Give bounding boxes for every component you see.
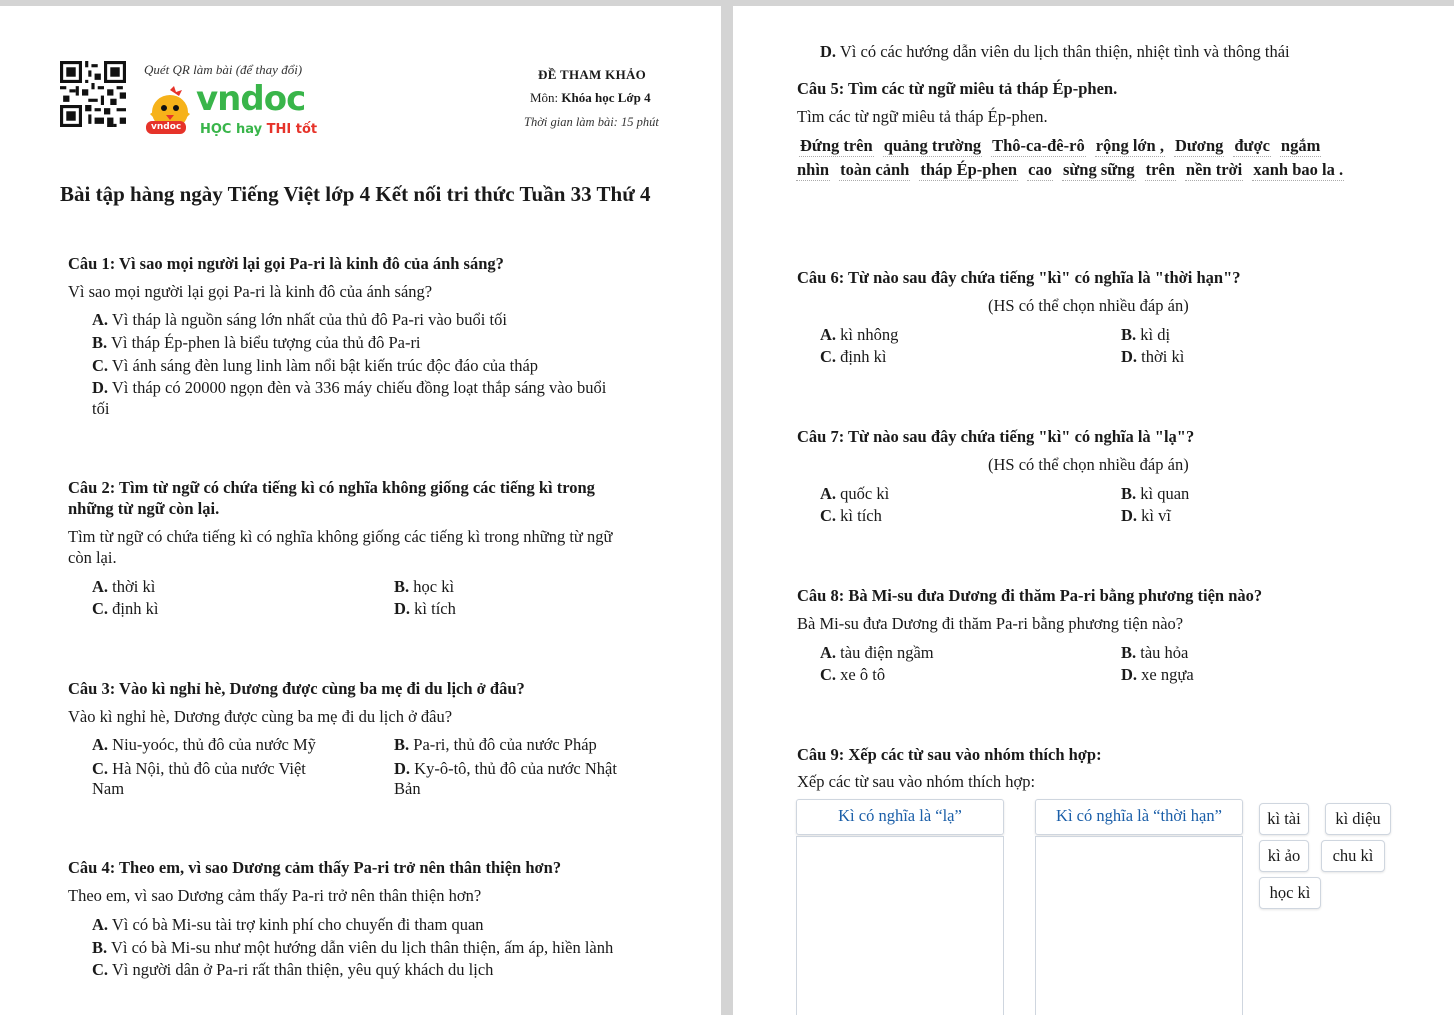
q8-option-d[interactable]: D. xe ngựa — [1121, 665, 1194, 684]
q3-option-a[interactable]: A. Niu-yoóc, thủ đô của nước Mỹ — [92, 735, 316, 754]
q3-option-c-cont: Nam — [92, 779, 125, 798]
word-chip[interactable]: chu kì — [1321, 840, 1385, 872]
page-left — [0, 6, 721, 1015]
q8-text: Bà Mi-su đưa Dương đi thăm Pa-ri bằng phương tiện nào? — [797, 614, 1184, 633]
subject-line — [530, 90, 651, 106]
q1-option-a[interactable]: A. Vì tháp là nguồn sáng lớn nhất của thủ đô Pa-ri vào buổi tối — [92, 310, 507, 329]
q6-option-c[interactable]: C. định kì — [820, 347, 887, 366]
q5-word-line-1 — [799, 135, 1330, 157]
page-title: Bài tập hàng ngày Tiếng Việt lớp 4 Kết nối tri thức Tuần 33 Thứ 4 — [60, 182, 651, 206]
q7-option-d[interactable]: D. kì vĩ — [1121, 506, 1171, 525]
q6-option-d[interactable]: D. thời kì — [1121, 347, 1185, 366]
subject-prefix: Môn: — [530, 90, 562, 105]
q8-heading: Câu 8: Bà Mi-su đưa Dương đi thăm Pa-ri bằng phương tiện nào? — [797, 586, 1263, 605]
page-right — [733, 6, 1454, 1015]
q6-option-a[interactable]: A. kì nhông — [820, 325, 899, 344]
q7-heading: Câu 7: Từ nào sau đây chứa tiếng "kì" có nghĩa là "lạ"? — [797, 427, 1195, 446]
q5-heading: Câu 5: Tìm các từ ngữ miêu tả tháp Ép-phen. — [797, 79, 1118, 98]
q2-option-a[interactable]: A. thời kì — [92, 577, 156, 596]
q2-text-1: Tìm từ ngữ có chứa tiếng kì có nghĩa không giống các tiếng kì trong những từ ngữ — [68, 527, 613, 546]
q7-option-c[interactable]: C. kì tích — [820, 506, 882, 525]
q4-text: Theo em, vì sao Dương cảm thấy Pa-ri trở nên thân thiện hơn? — [68, 886, 482, 905]
qr-code-icon — [60, 61, 126, 127]
q5-word[interactable]: nhìn — [797, 160, 830, 179]
q8-option-c[interactable]: C. xe ô tô — [820, 665, 886, 684]
q5-word[interactable]: nền trời — [1185, 160, 1243, 179]
q9-heading: Câu 9: Xếp các từ sau vào nhóm thích hợp: — [797, 745, 1102, 764]
q5-word[interactable]: quảng trường — [883, 136, 982, 155]
q8-option-a[interactable]: A. tàu điện ngầm — [820, 643, 934, 662]
q4-option-c[interactable]: C. Vì người dân ở Pa-ri rất thân thiện, yêu quý khách du lịch — [92, 960, 494, 979]
q5-word[interactable]: được — [1234, 136, 1270, 155]
logo-slogan — [200, 122, 317, 138]
slogan-part-a: HỌC hay — [200, 122, 267, 137]
q3-text: Vào kì nghỉ hè, Dương được cùng ba mẹ đi du lịch ở đâu? — [68, 707, 453, 726]
q3-option-c[interactable]: C. Hà Nội, thủ đô của nước Việt — [92, 759, 306, 778]
drop-zone-deadline[interactable] — [1035, 836, 1243, 1015]
q1-text: Vì sao mọi người lại gọi Pa-ri là kinh đô của ánh sáng? — [68, 282, 433, 301]
q5-word[interactable]: sừng sững — [1062, 160, 1135, 179]
q1-option-c[interactable]: C. Vì ánh sáng đèn lung linh làm nổi bật kiến trúc độc đáo của tháp — [92, 356, 539, 375]
q7-note: (HS có thể chọn nhiều đáp án) — [988, 455, 1189, 474]
q5-word[interactable]: trên — [1145, 160, 1175, 179]
q9-text: Xếp các từ sau vào nhóm thích hợp: — [797, 772, 1036, 791]
word-chip[interactable]: học kì — [1259, 877, 1321, 909]
group-head-deadline: Kì có nghĩa là “thời hạn” — [1035, 799, 1243, 835]
drop-zone-strange[interactable] — [796, 836, 1004, 1015]
q5-word-line-2 — [796, 159, 1353, 181]
qr-caption: Quét QR làm bài (để thay đổi) — [144, 62, 303, 77]
q7-option-b[interactable]: B. kì quan — [1121, 484, 1190, 503]
q5-word[interactable]: xanh bao la . — [1253, 160, 1344, 179]
q2-option-c[interactable]: C. định kì — [92, 599, 159, 618]
q3-option-d[interactable]: D. Ky-ô-tô, thủ đô của nước Nhật — [394, 759, 617, 778]
q5-word[interactable]: Thô-ca-đê-rô — [992, 136, 1085, 155]
q2-heading-2: những từ ngữ còn lại. — [68, 499, 220, 518]
q2-option-d[interactable]: D. kì tích — [394, 599, 456, 618]
q1-option-d[interactable]: D. Vì tháp có 20000 ngọn đèn và 336 máy chiếu đồng loạt thắp sáng vào buổi — [92, 378, 607, 397]
q4-option-b[interactable]: B. Vì có bà Mi-su như một hướng dẫn viên du lịch thân thiện, ấm áp, hiền lành — [92, 938, 614, 957]
q1-option-d-cont: tối — [92, 399, 110, 418]
q1-option-b[interactable]: B. Vì tháp Ép-phen là biểu tượng của thủ đô Pa-ri — [92, 333, 421, 352]
q2-option-b[interactable]: B. học kì — [394, 577, 455, 596]
q2-text-2: còn lại. — [68, 548, 117, 567]
q5-word[interactable]: Dương — [1174, 136, 1224, 155]
logo-brand: vndoc — [196, 79, 306, 119]
time-label: Thời gian làm bài: 15 phút — [524, 115, 659, 129]
q5-word[interactable]: tháp Ép-phen — [920, 160, 1018, 179]
group-head-strange: Kì có nghĩa là “lạ” — [796, 799, 1004, 835]
word-chip[interactable]: kì diệu — [1325, 803, 1391, 835]
q3-heading: Câu 3: Vào kì nghỉ hè, Dương được cùng ba mẹ đi du lịch ở đâu? — [68, 679, 525, 698]
q4-heading: Câu 4: Theo em, vì sao Dương cảm thấy Pa-ri trở nên thân thiện hơn? — [68, 858, 562, 877]
q5-word[interactable]: toàn cảnh — [840, 160, 910, 179]
q1-heading: Câu 1: Vì sao mọi người lại gọi Pa-ri là kinh đô của ánh sáng? — [68, 254, 504, 273]
q5-word[interactable]: cao — [1028, 160, 1052, 179]
q2-heading-1: Câu 2: Tìm từ ngữ có chứa tiếng kì có nghĩa không giống các tiếng kì trong — [68, 478, 595, 497]
q4-option-a[interactable]: A. Vì có bà Mi-su tài trợ kinh phí cho chuyến đi tham quan — [92, 915, 484, 934]
q3-option-d-cont: Bản — [394, 779, 421, 798]
q3-option-b[interactable]: B. Pa-ri, thủ đô của nước Pháp — [394, 735, 597, 754]
logo-badge: vndoc — [146, 121, 186, 134]
q5-text: Tìm các từ ngữ miêu tả tháp Ép-phen. — [797, 107, 1048, 126]
q8-option-b[interactable]: B. tàu hỏa — [1121, 643, 1189, 662]
q7-option-a[interactable]: A. quốc kì — [820, 484, 890, 503]
q6-note: (HS có thể chọn nhiều đáp án) — [988, 296, 1189, 315]
exam-label: ĐỀ THAM KHẢO — [538, 67, 647, 82]
q4-option-d[interactable]: D. Vì có các hướng dẫn viên du lịch thân thiện, nhiệt tình và thông thái — [820, 42, 1290, 61]
q5-word[interactable]: ngắm — [1280, 136, 1321, 155]
subject-value: Khóa học Lớp 4 — [561, 90, 651, 105]
q6-heading: Câu 6: Từ nào sau đây chứa tiếng "kì" có nghĩa là "thời hạn"? — [797, 268, 1241, 287]
word-chip[interactable]: kì ảo — [1259, 840, 1309, 872]
q5-word[interactable]: rộng lớn , — [1095, 136, 1164, 155]
q6-option-b[interactable]: B. kì dị — [1121, 325, 1171, 344]
word-chip[interactable]: kì tài — [1259, 803, 1309, 835]
q5-word[interactable]: Đứng trên — [800, 136, 873, 155]
slogan-part-b: THI tốt — [266, 122, 318, 137]
